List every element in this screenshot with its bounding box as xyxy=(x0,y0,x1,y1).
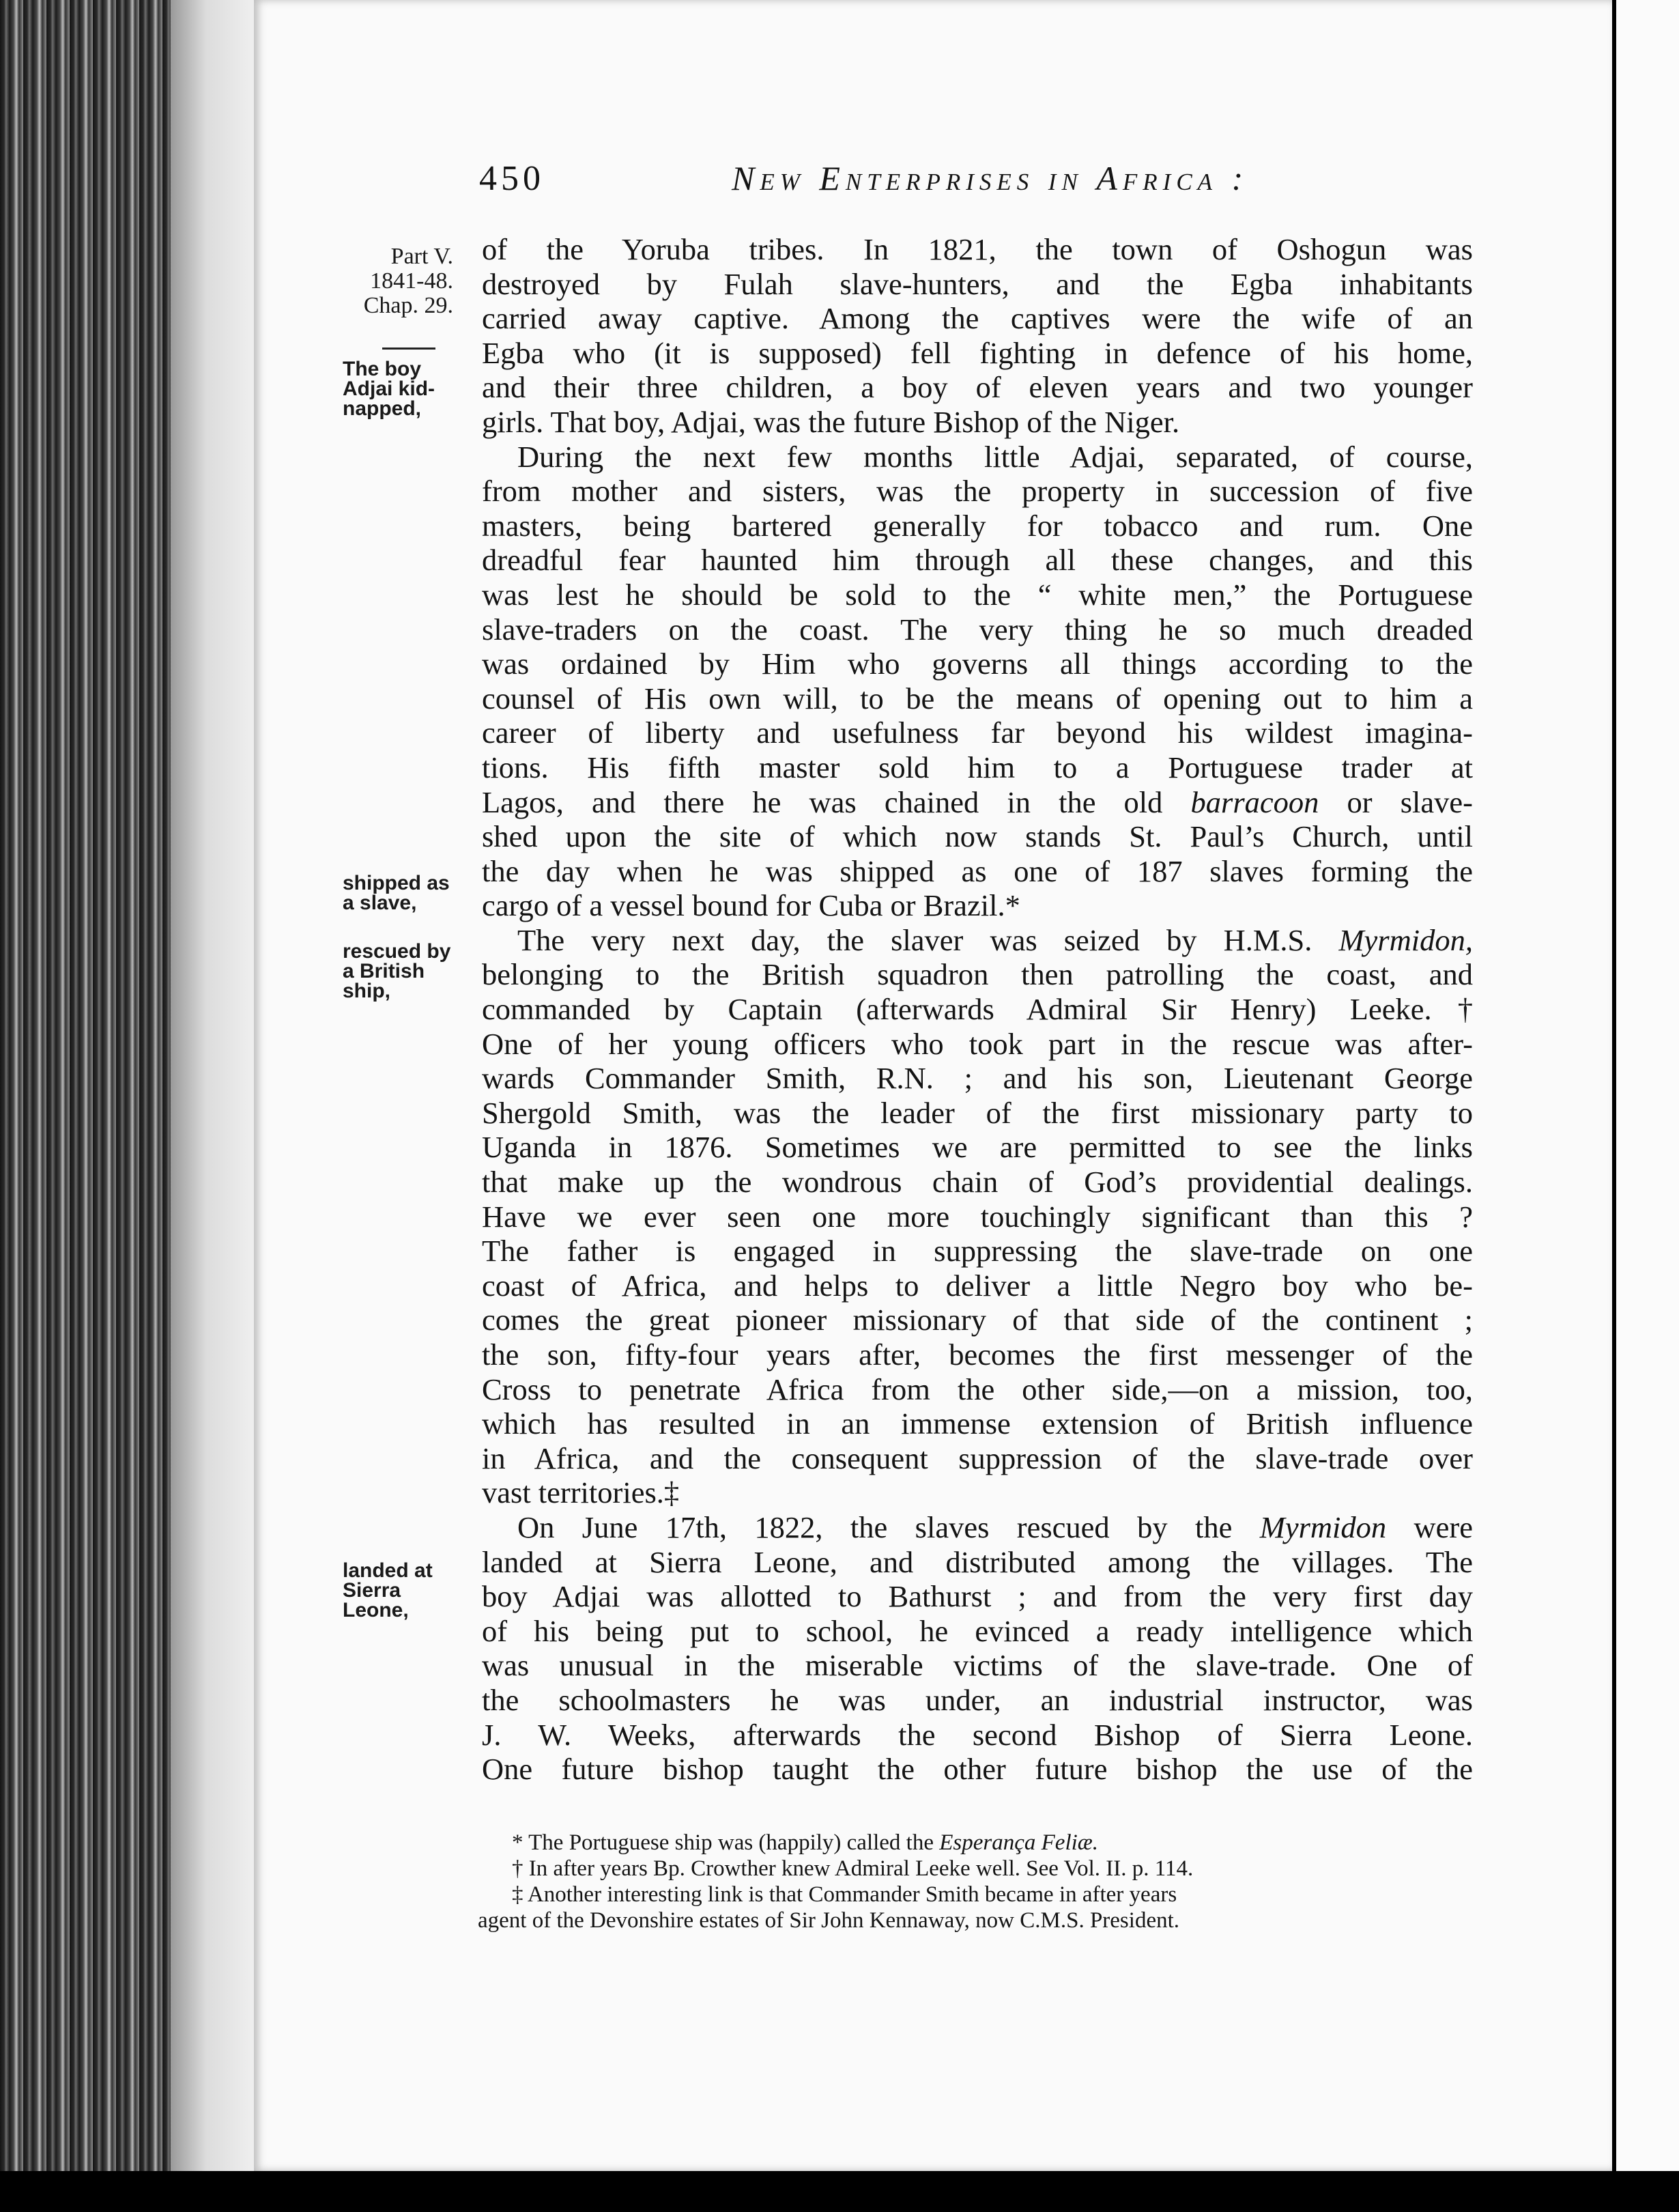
italic-ship-name: Myrmidon xyxy=(1259,1509,1387,1544)
text-line: that make up the wondrous chain of God’s providential dealings. xyxy=(482,1165,1473,1200)
text-line: landed at Sierra Leone, and distributed among the villages. The xyxy=(482,1544,1473,1579)
text-run: The very next day, the slaver was seized by H.M.S. xyxy=(517,922,1312,957)
text-run: were xyxy=(1386,1509,1473,1544)
text-line: belonging to the British squadron then patrolling the coast, and xyxy=(482,957,1473,992)
text-line: carried away captive. Among the captives were the wife of an xyxy=(482,301,1473,336)
text-line: comes the great pioneer missionary of that side of the continent ; xyxy=(482,1303,1473,1337)
text-line: shed upon the site of which now stands St. Paul’s Church, until xyxy=(482,819,1473,854)
text-line-myrmidon-2 xyxy=(482,1510,1473,1545)
text-line: in Africa, and the consequent suppression of the slave-trade over xyxy=(482,1441,1473,1475)
text-line: One future bishop taught the other future bishop the use of the xyxy=(482,1752,1473,1787)
text-run: Lagos, and there he was chained in the old xyxy=(482,784,1163,819)
text-line: from mother and sisters, was the property in succession of five xyxy=(482,474,1473,509)
text-line: The father is engaged in suppressing the slave-trade on one xyxy=(482,1234,1473,1268)
text-line: career of liberty and usefulness far beyond his wildest imagina- xyxy=(482,715,1473,750)
margin-note-rescued: rescued by a British ship, xyxy=(343,940,451,1002)
text-line: Cross to penetrate Africa from the other side,—on a mission, too, xyxy=(482,1372,1473,1406)
text-line: the son, fifty-four years after, becomes the first messenger of the xyxy=(482,1337,1473,1372)
part-chapter-note xyxy=(344,244,453,318)
text-line: tions. His fifth master sold him to a Portuguese trader at xyxy=(482,750,1473,784)
text-line: was ordained by Him who governs all things according to the xyxy=(482,647,1473,681)
text-run: or slave- xyxy=(1319,784,1473,819)
text-run: On June 17th, 1822, the slaves rescued by the xyxy=(517,1509,1233,1544)
text-line: cargo of a vessel bound for Cuba or Brazil.* xyxy=(482,888,1020,923)
margin-rule xyxy=(382,348,435,350)
text-line: coast of Africa, and helps to deliver a little Negro boy who be- xyxy=(482,1268,1473,1303)
text-line: destroyed by Fulah slave-hunters, and the Egba inhabitants xyxy=(482,266,1473,301)
text-line: which has resulted in an immense extension of British influence xyxy=(482,1406,1473,1441)
page-gutter-shadow xyxy=(171,0,259,2212)
margin-note-shipped: shipped as a slave, xyxy=(343,872,450,914)
text-line-myrmidon xyxy=(482,923,1473,958)
text-line: J. W. Weeks, afterwards the second Bishop of Sierra Leone. xyxy=(482,1717,1473,1752)
text-line: and their three children, a boy of eleven years and two younger xyxy=(482,370,1473,405)
footnote-3-cont: agent of the Devonshire estates of Sir John Kennaway, now C.M.S. President. xyxy=(478,1908,1180,1933)
text-line: commanded by Captain (afterwards Admiral Sir Henry) Leeke.† xyxy=(482,992,1473,1027)
text-line: slave-traders on the coast. The very thing he so much dreaded xyxy=(482,612,1473,647)
text-line: masters, being bartered generally for tobacco and rum. One xyxy=(482,508,1473,543)
running-head xyxy=(479,158,1476,206)
italic-ship-name: Myrmidon, xyxy=(1338,922,1473,957)
text-line-barracoon xyxy=(482,785,1473,820)
footnote-3: ‡ Another interesting link is that Commander Smith became in after years xyxy=(512,1882,1177,1907)
text-line: the schoolmasters he was under, an industrial instructor, was xyxy=(482,1682,1473,1717)
text-line: was unusual in the miserable victims of the slave-trade. One of xyxy=(482,1648,1473,1683)
footnote-italic: Esperança Feliæ. xyxy=(939,1830,1099,1855)
footnote-1 xyxy=(478,1830,1474,1856)
text-line: of the Yoruba tribes. In 1821, the town of Oshogun was xyxy=(482,232,1473,266)
text-line: During the next few months little Adjai, separated, of course, xyxy=(517,439,1473,474)
italic-word: barracoon xyxy=(1190,784,1319,819)
text-line: of his being put to school, he evinced a ready intelligence which xyxy=(482,1613,1473,1648)
text-line: Egba who (it is supposed) fell fighting in defence of his home, xyxy=(482,335,1473,370)
text-line: dreadful fear haunted him through all these changes, and this xyxy=(482,543,1473,578)
margin-note-kidnapped: The boy Adjai kid- napped, xyxy=(343,358,435,420)
footnote-text: * The Portuguese ship was (happily) called the xyxy=(512,1830,940,1855)
text-line: Uganda in 1876. Sometimes we are permitted to see the links xyxy=(482,1130,1473,1165)
text-line: One of her young officers who took part in the rescue was after- xyxy=(482,1026,1473,1061)
text-line: Shergold Smith, was the leader of the first missionary party to xyxy=(482,1095,1473,1130)
facing-page-edge xyxy=(1616,0,1679,2171)
text-line: the day when he was shipped as one of 187 slaves forming the xyxy=(482,853,1473,888)
text-line: vast territories.‡ xyxy=(482,1475,680,1510)
text-line: girls. That boy, Adjai, was the future Bishop of the Niger. xyxy=(482,404,1180,439)
page-number: 450 xyxy=(479,159,545,198)
main-text-block xyxy=(482,232,1473,1787)
text-line: wards Commander Smith, R.N. ; and his son, Lieutenant George xyxy=(482,1061,1473,1096)
text-line: counsel of His own will, to be the means of opening out to him a xyxy=(482,681,1473,715)
text-line: was lest he should be sold to the “ white men,” the Portuguese xyxy=(482,577,1473,612)
scan-bottom-border xyxy=(0,2171,1679,2212)
footnotes xyxy=(478,1830,1474,1933)
running-title: New Enterprises in Africa : xyxy=(732,159,1249,197)
margin-note-landed: landed at Sierra Leone, xyxy=(343,1559,433,1621)
chapter-label: Chap. 29. xyxy=(363,293,453,318)
part-label: Part V. xyxy=(390,244,453,269)
text-line: boy Adjai was allotted to Bathurst ; and from the very first day xyxy=(482,1579,1473,1614)
part-years: 1841-48. xyxy=(370,268,453,294)
text-line: Have we ever seen one more touchingly significant than this ? xyxy=(482,1199,1473,1234)
footnote-2: † In after years Bp. Crowther knew Admiral Leeke well. See Vol. II. p. 114. xyxy=(512,1856,1194,1881)
